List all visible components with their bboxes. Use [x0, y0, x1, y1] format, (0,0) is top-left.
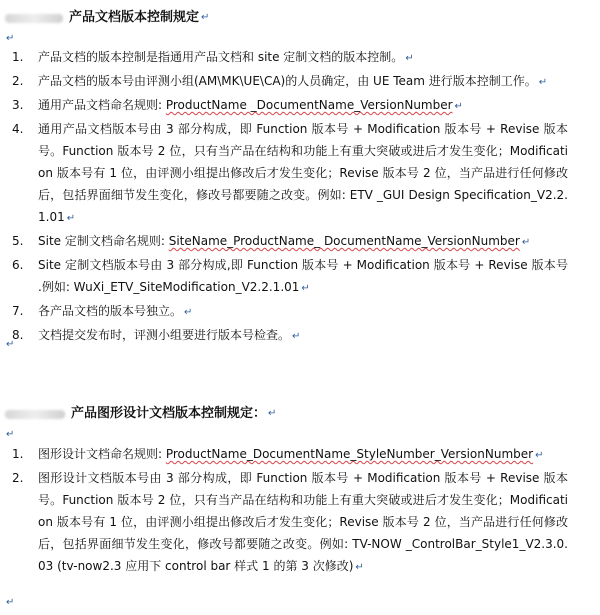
list-item	[0, 300, 600, 324]
paragraph-mark-icon: ↵	[355, 562, 364, 573]
list-item	[0, 254, 600, 300]
list-item	[0, 46, 600, 70]
list-number: 1.	[12, 50, 24, 64]
paragraph-mark-icon: ↵	[6, 597, 15, 608]
list-text: 通用产品文档命名规则: ProductName _DocumentName_VersionNumber ↵	[38, 98, 463, 112]
paragraph-mark-icon: ↵	[268, 408, 277, 419]
naming-rule: SiteName_ProductName_ DocumentName_VersionNumber	[168, 234, 520, 248]
section2-list	[0, 443, 600, 579]
list-text: 产品文档的版本号由评测小组(AM\MK\UE\CA)的人员确定，由 UE Team 进行版本控制工作。 ↵	[38, 74, 548, 88]
section1-list	[0, 46, 600, 348]
list-number: 4.	[12, 122, 24, 136]
redacted-prefix	[5, 14, 63, 23]
paragraph-mark-icon: ↵	[405, 53, 414, 64]
paragraph-mark-icon: ↵	[454, 101, 463, 112]
list-item	[0, 324, 600, 348]
naming-rule: ProductName_DocumentName_StyleNumber_VersionNumber	[165, 447, 534, 461]
paragraph-mark-icon: ↵	[201, 12, 210, 23]
list-item	[0, 118, 600, 230]
list-text: 图形设计文档命名规则: ProductName_DocumentName_StyleNumber_VersionNumber ↵	[38, 447, 544, 461]
paragraph-mark-icon: ↵	[538, 77, 548, 88]
paragraph-mark-icon: ↵	[6, 339, 15, 350]
list-number: 2.	[12, 74, 24, 88]
section2-title: 产品图形设计文档版本控制规定：	[71, 406, 267, 421]
list-text: 通用产品文档版本号由 3 部分构成，即 Function 版本号 + Modification 版本号 + Revise 版本号。Function 版本号 2 位，只有当产品在结构和功能上有重大突破或进后才发生变化；Modification 版本号有 1 位，由评测小组提出修改后才发生变化；Revise 版本号 2 位，当产品进行任何修改后，包括界面细节发生变化，修改号都要随之改变。例如: ETV _GUI Design Specification_V2.2.1.01 ↵	[38, 122, 568, 224]
list-item	[0, 230, 600, 254]
list-text: 图形设计文档版本号由 3 部分构成，即 Function 版本号 + Modification 版本号 + Revise 版本号。Function 版本号 2 位，只有当产品在结构和功能上有重大突破或进后才发生变化；Modification 版本号有 1 位，由评测小组提出修改后才发生变化；Revise 版本号 2 位，当产品进行任何修改后，包括界面细节发生变化，修改号都要随之改变。例如: TV-NOW _ControlBar_Style1_V2.3.0.03 (tv-now2.3 应用下 control bar 样式 1 的第 3 次修改) ↵	[38, 471, 568, 573]
list-number: 5.	[12, 234, 24, 248]
list-number: 3.	[12, 98, 24, 112]
redacted-prefix	[5, 410, 65, 419]
naming-rule: ProductName _DocumentName_VersionNumber	[165, 98, 453, 112]
paragraph-mark-icon: ↵	[535, 450, 544, 461]
list-number: 6.	[12, 258, 24, 272]
paragraph-mark-icon: ↵	[521, 237, 531, 248]
list-text: 文档提交发布时，评测小组要进行版本号检查。 ↵	[38, 328, 301, 342]
paragraph-mark-icon: ↵	[6, 429, 15, 440]
list-item	[0, 443, 600, 467]
paragraph-mark-icon: ↵	[66, 213, 76, 224]
paragraph-mark-icon: ↵	[292, 331, 301, 342]
section1-title: 产品文档版本控制规定	[69, 10, 200, 25]
paragraph-mark-icon: ↵	[184, 307, 193, 318]
list-text: Site 定制文档命名规则: SiteName_ProductName_ DocumentName_VersionNumber ↵	[38, 234, 531, 248]
list-number: 1.	[12, 447, 24, 461]
list-text: 各产品文档的版本号独立。 ↵	[38, 304, 193, 318]
paragraph-mark-icon: ↵	[6, 33, 15, 44]
section2-heading	[5, 404, 276, 424]
list-number: 8.	[12, 328, 24, 342]
list-number: 2.	[12, 471, 24, 485]
list-item	[0, 70, 600, 94]
list-number: 7.	[12, 304, 24, 318]
paragraph-mark-icon: ↵	[301, 283, 310, 294]
list-text: Site 定制文档版本号由 3 部分构成,即 Function 版本号 + Modification 版本号 + Revise 版本号 .例如: WuXi_ETV_SiteModification_V2.2.1.01 ↵	[38, 258, 568, 294]
list-item	[0, 94, 600, 118]
list-text: 产品文档的版本控制是指通用产品文档和 site 定制文档的版本控制。 ↵	[38, 50, 414, 64]
list-item	[0, 467, 600, 579]
section1-heading	[5, 8, 209, 28]
